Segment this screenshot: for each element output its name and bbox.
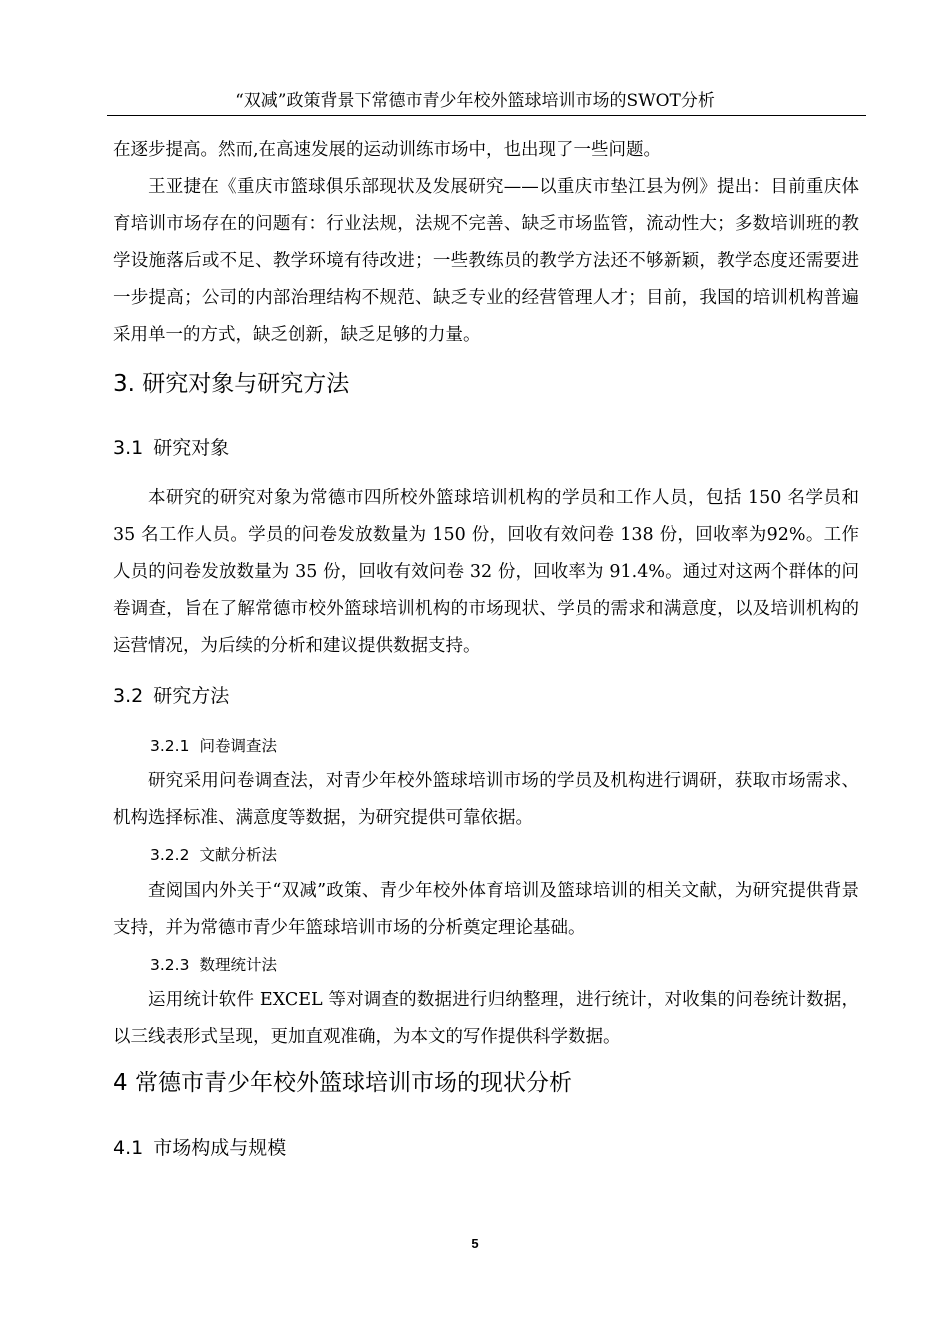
page-number: 5 xyxy=(471,1236,479,1251)
heading-text: 研究方法 xyxy=(153,685,230,707)
section-heading-3: 3. 研究对象与研究方法 xyxy=(113,371,350,397)
subsubsection-heading-3-2-1 xyxy=(150,734,277,758)
heading-number: 3.1 xyxy=(113,437,144,459)
subsubsection-heading-3-2-3 xyxy=(150,953,277,977)
heading-text: 文献分析法 xyxy=(199,846,277,864)
subsection-heading-3-1 xyxy=(113,434,229,462)
paragraph-questionnaire: 研究采用问卷调查法，对青少年校外篮球培训市场的学员及机构进行调研，获取市场需求、机构选择标准、满意度等数据，为研究提供可靠依据。 xyxy=(113,771,859,828)
header-rule xyxy=(107,115,866,116)
running-header: “双减”政策背景下常德市青少年校外篮球培训市场的SWOT分析 xyxy=(235,91,715,111)
heading-text: 市场构成与规模 xyxy=(153,1137,287,1159)
heading-number: 3.2.2 xyxy=(150,846,190,864)
heading-number: 4.1 xyxy=(113,1137,144,1159)
heading-number: 3.2 xyxy=(113,685,144,707)
paragraph-literature: 王亚捷在《重庆市篮球俱乐部现状及发展研究——以重庆市垫江县为例》提出：目前重庆体育培训市场存在的问题有：行业法规，法规不完善、缺乏市场监管，流动性大；多数培训班的教学设施落后或不足、教学环境有待改进；一些教练员的教学方法还不够新颖，教学态度还需要进一步提高；公司的内部治理结构不规范、缺乏专业的经营管理人才；目前，我国的培训机构普遍采用单一的方式，缺乏创新，缺乏足够的力量。 xyxy=(113,177,859,345)
section-heading-4: 4 常德市青少年校外篮球培训市场的现状分析 xyxy=(113,1070,572,1096)
subsection-heading-4-1 xyxy=(113,1134,286,1162)
paragraph-statistics: 运用统计软件 EXCEL 等对调查的数据进行归纳整理，进行统计，对收集的问卷统计数据，以三线表形式呈现，更加直观准确，为本文的写作提供科学数据。 xyxy=(113,990,859,1047)
subsection-heading-3-2 xyxy=(113,682,229,710)
heading-text: 研究对象 xyxy=(153,437,230,459)
paragraph-research-object: 本研究的研究对象为常德市四所校外篮球培训机构的学员和工作人员，包括 150 名学员和 35 名工作人员。学员的问卷发放数量为 150 份，回收有效问卷 138 份，回收率为92%。工作人员的问卷发放数量为 35 份，回收有效问卷 32 份，回收率为 91.4%。通过对这两个群体的问卷调查，旨在了解常德市校外篮球培训机构的市场现状、学员的需求和满意度，以及培训机构的运营情况，为后续的分析和建议提供数据支持。 xyxy=(113,488,859,656)
paragraph-literature-analysis: 查阅国内外关于“双减”政策、青少年校外体育培训及篮球培训的相关文献，为研究提供背景支持，并为常德市青少年篮球培训市场的分析奠定理论基础。 xyxy=(113,881,859,938)
heading-text: 问卷调查法 xyxy=(199,737,277,755)
heading-number: 3.2.1 xyxy=(150,737,190,755)
paragraph-continuation: 在逐步提高。然而,在高速发展的运动训练市场中，也出现了一些问题。 xyxy=(113,140,662,160)
subsubsection-heading-3-2-2 xyxy=(150,843,277,867)
heading-number: 3.2.3 xyxy=(150,956,190,974)
heading-text: 数理统计法 xyxy=(199,956,277,974)
